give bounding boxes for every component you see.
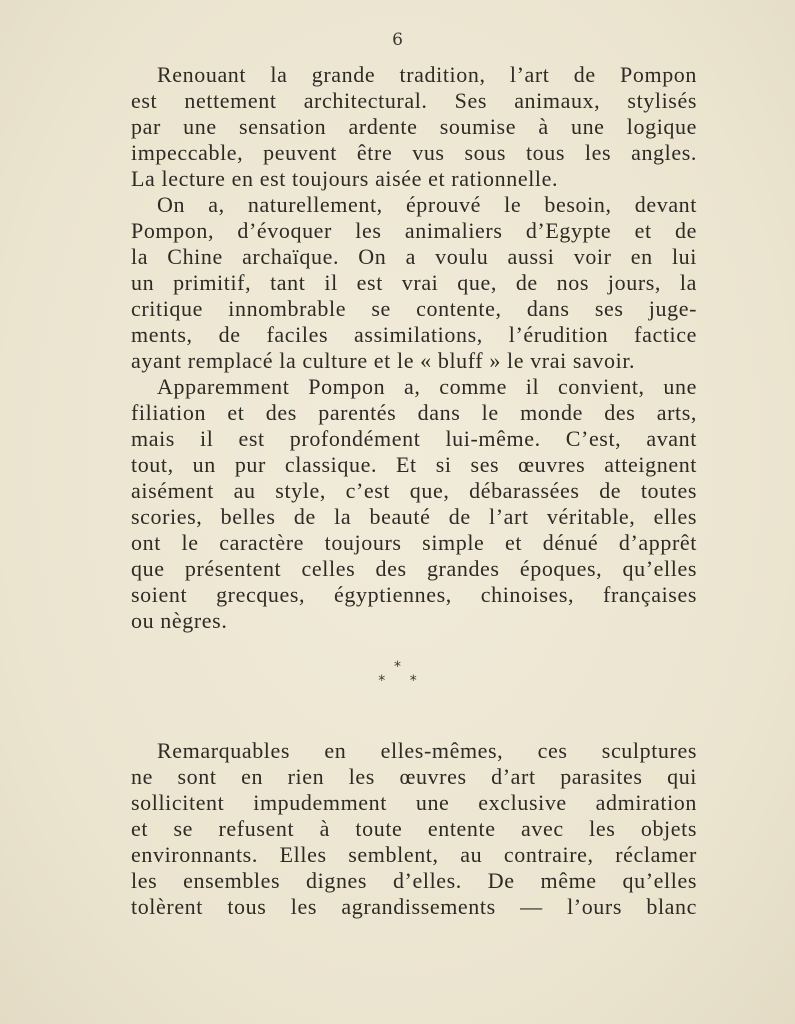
text-line: la Chine archaïque. On a voulu aussi voir en lui xyxy=(131,244,697,269)
asterism-bottom-stars: * * xyxy=(378,673,427,689)
text-line: Apparemment Pompon a, comme il convient, une xyxy=(157,374,697,399)
text-line: ments, de faciles assimilations, l’érudition factice xyxy=(131,322,697,347)
text-line: un primitif, tant il est vrai que, de nos jours, la xyxy=(131,270,697,295)
page-number: 6 xyxy=(392,30,403,50)
text-line: On a, naturellement, éprouvé le besoin, devant xyxy=(157,192,697,217)
text-line: filiation et des parentés dans le monde des arts, xyxy=(131,400,697,425)
text-line: tolèrent tous les agrandissements — l’ours blanc xyxy=(131,894,697,919)
text-line: ayant remplacé la culture et le « bluff » le vrai savoir. xyxy=(131,348,636,373)
text-line: Renouant la grande tradition, l’art de Pompon xyxy=(157,62,697,87)
text-line: La lecture en est toujours aisée et rationnelle. xyxy=(131,166,559,191)
asterism-top-star: * xyxy=(394,659,401,675)
text-line: ne sont en rien les œuvres d’art parasites qui xyxy=(131,764,697,789)
section-1-text xyxy=(131,62,697,634)
text-line: que présentent celles des grandes époques, qu’elles xyxy=(131,556,697,581)
text-line: sollicitent impudemment une exclusive admiration xyxy=(131,790,697,815)
text-line: Remarquables en elles-mêmes, ces sculptures xyxy=(157,738,697,763)
text-line: soient grecques, égyptiennes, chinoises, françaises xyxy=(131,582,697,607)
text-line: par une sensation ardente soumise à une logique xyxy=(131,114,697,139)
text-line: scories, belles de la beauté de l’art véritable, elles xyxy=(131,504,697,529)
text-line: critique innombrable se contente, dans ses juge- xyxy=(131,296,697,321)
asterism-separator xyxy=(0,660,795,688)
text-line: tout, un pur classique. Et si ses œuvres atteignent xyxy=(131,452,697,477)
text-line: mais il est profondément lui-même. C’est, avant xyxy=(131,426,697,451)
text-line: Pompon, d’évoquer les animaliers d’Egypte et de xyxy=(131,218,697,243)
text-line: les ensembles dignes d’elles. De même qu’elles xyxy=(131,868,697,893)
text-line: aisément au style, c’est que, débarassées de toutes xyxy=(131,478,697,503)
text-line: environnants. Elles semblent, au contraire, réclamer xyxy=(131,842,697,867)
text-line: impeccable, peuvent être vus sous tous les angles. xyxy=(131,140,697,165)
text-line: est nettement architectural. Ses animaux, stylisés xyxy=(131,88,697,113)
text-line: ou nègres. xyxy=(131,608,228,633)
text-line: et se refusent à toute entente avec les objets xyxy=(131,816,697,841)
text-line: ont le caractère toujours simple et dénué d’apprêt xyxy=(131,530,697,555)
section-2-text xyxy=(131,738,697,920)
